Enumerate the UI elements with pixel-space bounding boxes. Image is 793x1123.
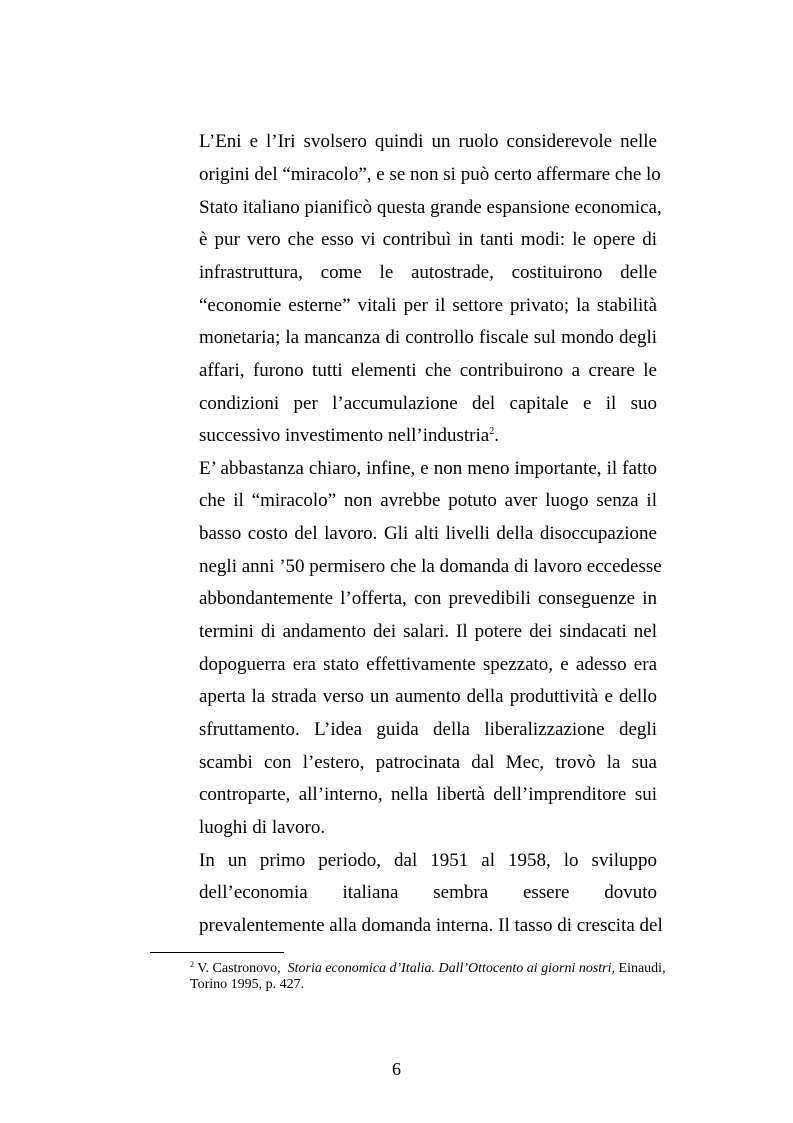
- body-text-line-with-footnote: [199, 425, 657, 447]
- footnote-line: Torino 1995, p. 427.: [190, 977, 305, 992]
- footnote-line: [190, 960, 666, 977]
- body-text-line: E’ abbastanza chiaro, infine, e non meno importante, il fatto: [199, 458, 657, 479]
- body-text-line: abbondantemente l’offerta, con prevedibili conseguenze in: [199, 588, 657, 609]
- footnote-number: 2: [190, 960, 194, 969]
- body-text-line: dopoguerra era stato effettivamente spezzato, e adesso era: [199, 654, 657, 675]
- body-text-line: monetaria; la mancanza di controllo fiscale sul mondo degli: [199, 327, 657, 348]
- page-number: 6: [392, 1059, 401, 1079]
- body-text-line: prevalentemente alla domanda interna. Il tasso di crescita del: [199, 915, 663, 936]
- sentence-period: .: [494, 425, 499, 446]
- body-text-line: controparte, all’interno, nella libertà dell’imprenditore sui: [199, 784, 657, 805]
- body-text-line: dell’economia italiana sembra essere dovuto: [199, 882, 657, 903]
- body-text-line: L’Eni e l’Iri svolsero quindi un ruolo considerevole nelle: [199, 131, 657, 152]
- body-text: successivo investimento nell’industria: [199, 425, 490, 446]
- footnote-title: Storia economica d’Italia. Dall’Ottocento ai giorni nostri: [287, 961, 612, 976]
- footnote-reference[interactable]: 2: [489, 426, 495, 437]
- body-text-line: “economie esterne” vitali per il settore privato; la stabilità: [199, 295, 657, 316]
- body-text-line: è pur vero che esso vi contribuì in tanti modi: le opere di: [199, 229, 657, 250]
- body-text-line: che il “miracolo” non avrebbe potuto aver luogo senza il: [199, 490, 657, 511]
- body-text-line: condizioni per l’accumulazione del capitale e il suo: [199, 393, 657, 414]
- body-text-line: aperta la strada verso un aumento della produttività e dello: [199, 686, 657, 707]
- body-text-line: negli anni ’50 permisero che la domanda di lavoro eccedesse: [199, 556, 662, 577]
- body-text-line: In un primo periodo, dal 1951 al 1958, lo sviluppo: [199, 850, 657, 871]
- body-text-line: infrastruttura, come le autostrade, costituirono delle: [199, 262, 657, 283]
- body-text-line: termini di andamento dei salari. Il potere dei sindacati nel: [199, 621, 657, 642]
- body-text-line: scambi con l’estero, patrocinata dal Mec, trovò la sua: [199, 752, 657, 773]
- footnote-author: V. Castronovo,: [197, 961, 281, 976]
- footnote-separator: [150, 952, 284, 953]
- body-text-line: affari, furono tutti elementi che contribuirono a creare le: [199, 360, 657, 381]
- body-text-line: Stato italiano pianificò questa grande espansione economica,: [199, 197, 662, 218]
- footnote-publisher: , Einaudi,: [611, 961, 666, 976]
- body-text-line: origini del “miracolo”, e se non si può certo affermare che lo: [199, 164, 661, 185]
- body-text-line: sfruttamento. L’idea guida della liberalizzazione degli: [199, 719, 657, 740]
- body-text-line: luoghi di lavoro.: [199, 817, 326, 838]
- body-text-line: basso costo del lavoro. Gli alti livelli della disoccupazione: [199, 523, 657, 544]
